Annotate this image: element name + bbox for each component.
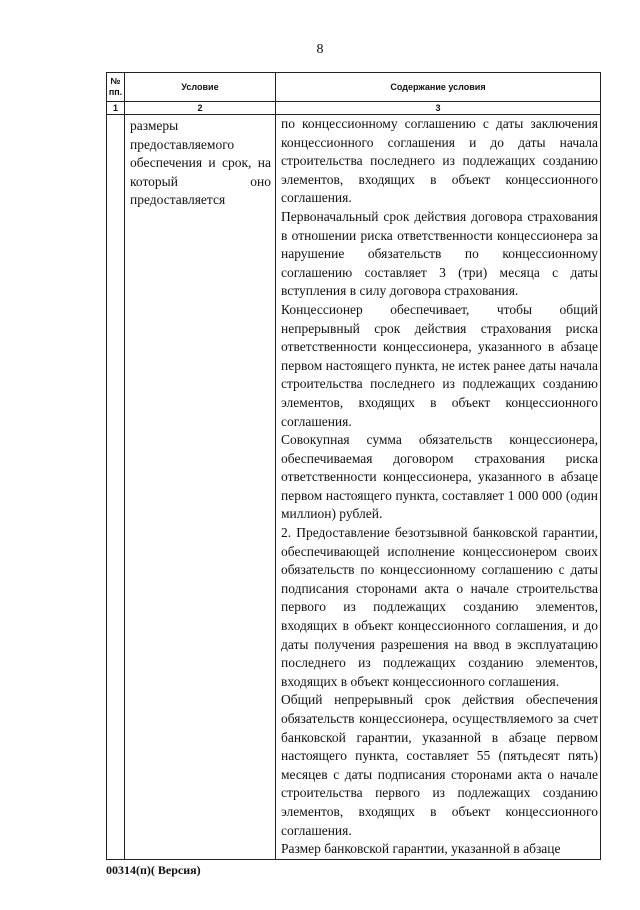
content-paragraph: Концессионер обеспечивает, чтобы общий непрерывный срок действия страхования риска ответственности концессионера, указанного в абзаце первом настоящего пункта, не истек ранее даты начала строительства последнего из подлежащих созданию элементов, входящих в объект концессионного соглашения. bbox=[281, 301, 598, 429]
table-row bbox=[107, 115, 601, 860]
column-number-1: 1 bbox=[107, 102, 125, 115]
content-paragraph: по концессионному соглашению с даты заключения концессионного соглашения и до даты начала строительства последнего из подлежащих созданию элементов, входящих в объект концессионного соглашения. bbox=[281, 116, 598, 206]
content-cell bbox=[276, 115, 601, 860]
page-number: 8 bbox=[316, 42, 324, 57]
content-paragraph: Общий непрерывный срок действия обеспечения обязательств концессионера, осуществляемого за счет банковской гарантии, указанной в абзаце первом настоящего пункта, составляет 55 (пятьдесят пять) месяцев с даты подписания сторонами акта о начале строительства первого из подлежащих созданию элементов, входящих в объект концессионного соглашения. bbox=[281, 692, 598, 838]
table-header-row bbox=[107, 73, 601, 102]
content-paragraph: Первоначальный срок действия договора страхования в отношении риска ответственности концессионера за нарушение обязательств по концессионному соглашению составляет 3 (три) месяца с даты вступления в силу договора страхования. bbox=[281, 208, 598, 299]
column-number-2: 2 bbox=[125, 102, 276, 115]
column-number-3: 3 bbox=[276, 102, 601, 115]
condition-text: размеры предоставляемого обеспечения и срок, на который оно предоставляется bbox=[130, 118, 271, 208]
content-paragraph: Совокупная сумма обязательств концессионера, обеспечиваемая договором страхования риска ответственности концессионера, указанного в абзаце первом настоящего пункта, составляет 1 000 000 (один миллион) рублей. bbox=[281, 432, 598, 522]
header-content: Содержание условия bbox=[276, 73, 601, 102]
condition-cell bbox=[125, 115, 276, 860]
document-code: 00314(п)( Версия) bbox=[106, 863, 201, 877]
content-paragraph: 2. Предоставление безотзывной банковской гарантии, обеспечивающей исполнение концессионером своих обязательств по концессионному соглашению с даты подписания сторонами акта о начале строительства первого из подлежащих созданию элементов, входящих в объект концессионного соглашения, и до даты получения разрешения на ввод в эксплуатацию последнего из подлежащих созданию элементов, входящих в объект концессионного соглашения. bbox=[281, 525, 598, 689]
header-number: № пп. bbox=[107, 73, 125, 102]
header-condition: Условие bbox=[125, 73, 276, 102]
conditions-table bbox=[106, 72, 601, 860]
row-number-cell bbox=[107, 115, 125, 860]
column-number-row bbox=[107, 102, 601, 115]
content-paragraph: Размер банковской гарантии, указанной в абзаце bbox=[281, 841, 561, 857]
